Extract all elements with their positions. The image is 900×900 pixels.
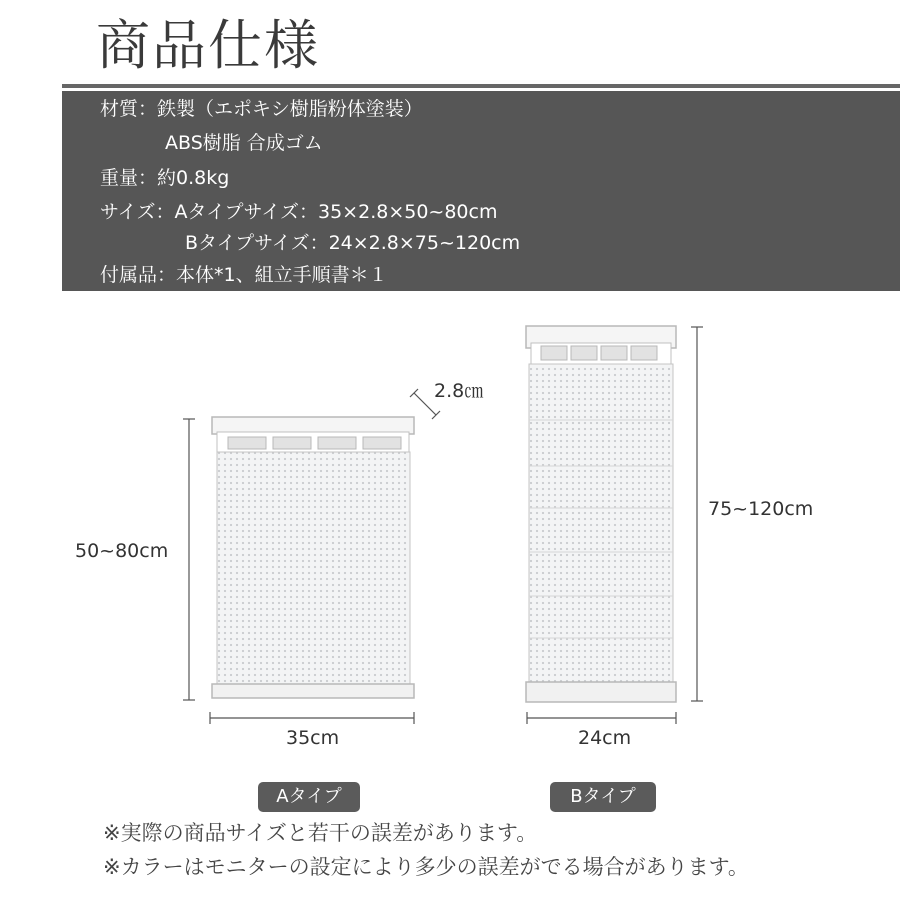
product-a-bottom-bar [212,684,414,698]
product-b-bottom-bar [526,682,676,702]
spec-weight: 重量：約0.8kg [100,167,230,189]
b-width-label: 24cm [578,727,632,749]
type-a-tag: Aタイプ [258,782,360,812]
product-a-image [212,417,414,698]
spec-size-b: Bタイプサイズ：24×2.8×75~120cm [185,232,521,254]
spec-size-a: サイズ：Aタイプサイズ：35×2.8×50~80cm [100,201,498,223]
product-b-image [526,326,676,702]
note-size-disclaimer: ※実際の商品サイズと若干の誤差があります。 [103,821,538,845]
a-height-label: 50~80cm [75,540,169,562]
product-a-panel [217,452,410,688]
spec-material: 材質：鉄製（エポキシ樹脂粉体塗装） [100,98,423,120]
page-title: 商品仕様 [96,14,320,77]
spec-material-cont: ABS樹脂 合成ゴム [165,132,323,154]
a-width-label: 35cm [286,727,340,749]
type-b-tag: Bタイプ [550,782,656,812]
b-height-label: 75~120cm [708,498,814,520]
product-a-top-bar [212,417,414,434]
depth-label: 2.8㎝ [434,380,484,402]
spec-accessories: 付属品：本体*1、組立手順書＊１ [100,264,388,286]
note-color-disclaimer: ※カラーはモニターの設定により多少の誤差がでる場合があります。 [103,855,749,879]
